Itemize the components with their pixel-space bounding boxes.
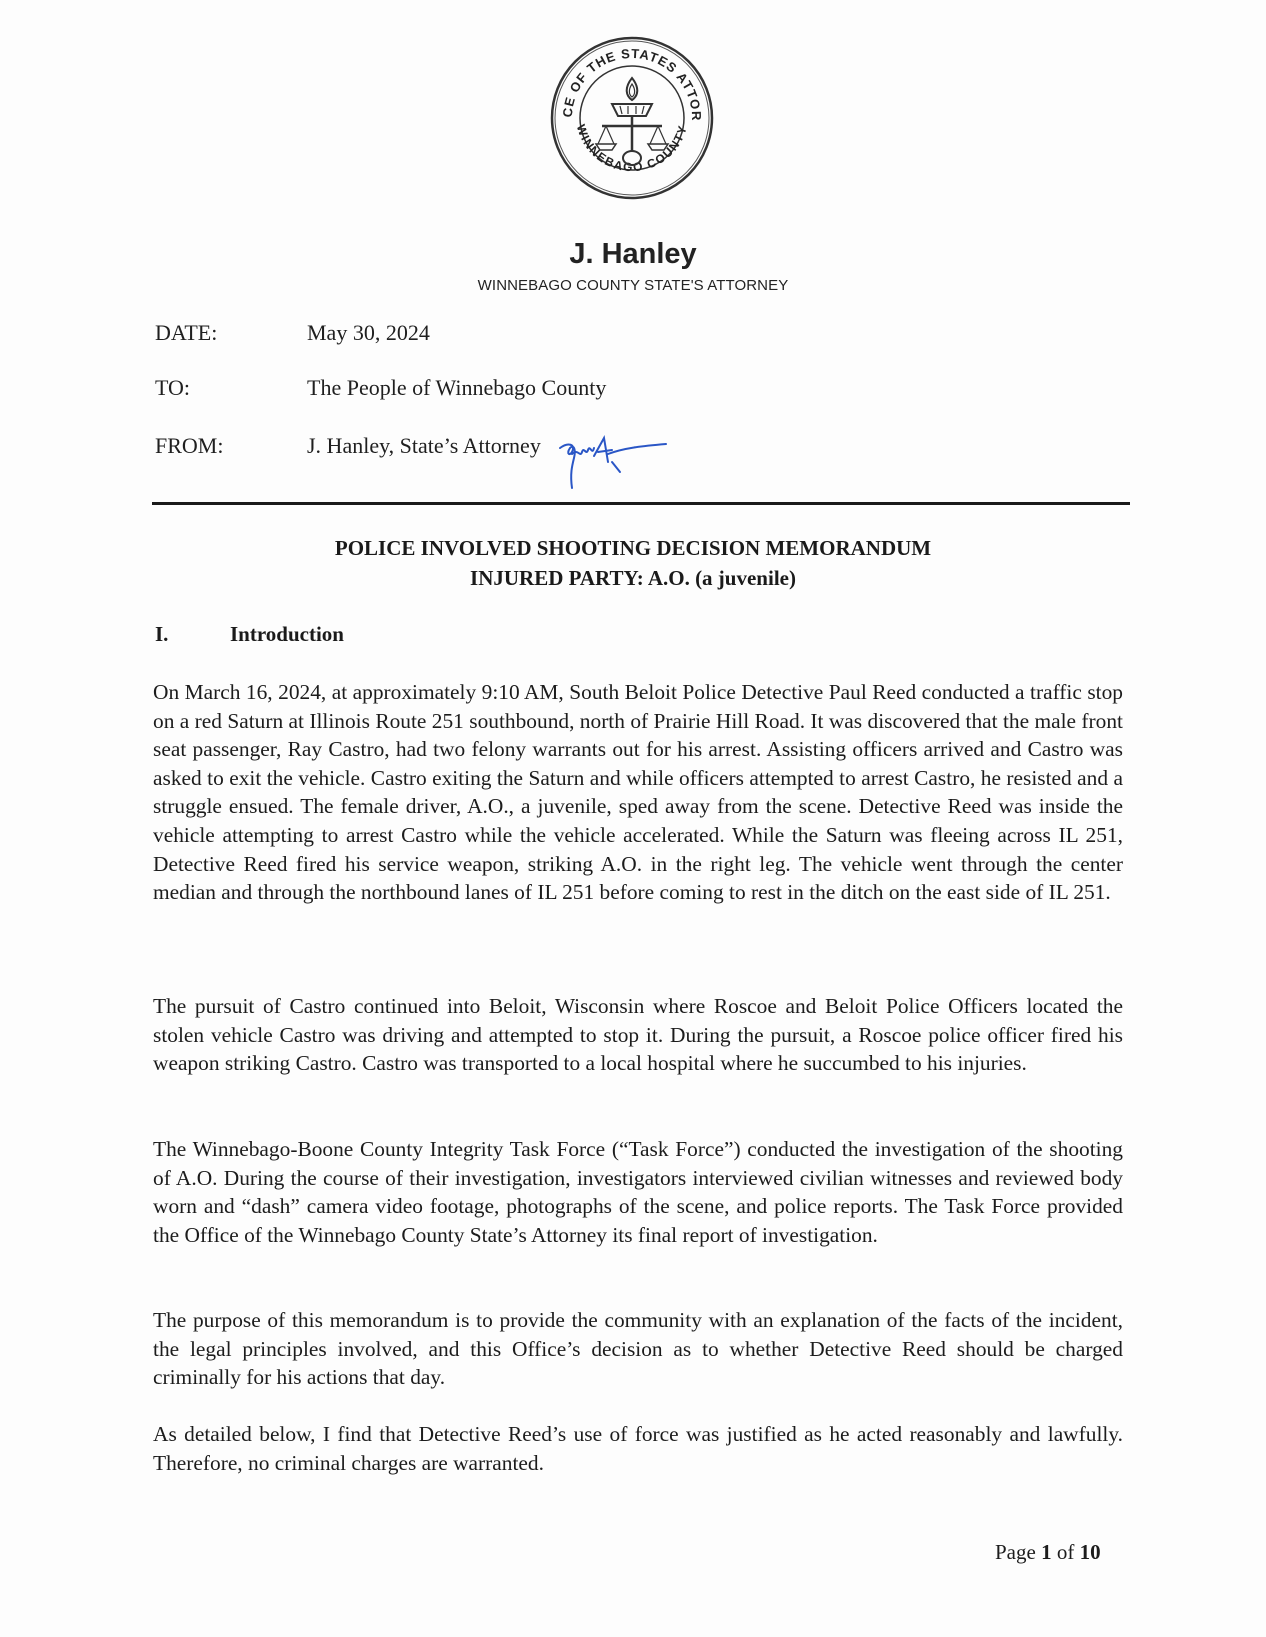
page-word: Page <box>995 1540 1036 1564</box>
page-of: of <box>1056 1540 1075 1564</box>
header-office: WINNEBAGO COUNTY STATE'S ATTORNEY <box>477 277 789 294</box>
paragraph: As detailed below, I find that Detective Reed’s use of force was justified as he acted reasonably and lawfully. Therefore, no criminal charges are warranted. <box>153 1422 1123 1475</box>
memo-to-label: TO: <box>155 375 191 400</box>
page-number <box>995 1540 1101 1565</box>
section-heading: Introduction <box>230 622 344 646</box>
paragraph: On March 16, 2024, at approximately 9:10 AM, South Beloit Police Detective Paul Reed conducted a traffic stop on a red Saturn at Illinois Route 251 southbound, north of Prairie Hill Road. It was discovered that the male front seat passenger, Ray Castro, had two felony warrants out for his arrest. Assisting officers arrived and Castro was asked to exit the vehicle. Castro exiting the Saturn and while officers attempted to arrest Castro, he resisted and a struggle ensued. The female driver, A.O., a juvenile, sped away from the scene. Detective Reed was inside the vehicle attempting to arrest Castro while the vehicle accelerated. While the Saturn was fleeing across IL 251, Detective Reed fired his service weapon, striking A.O. in the right leg. The vehicle went through the center median and through the northbound lanes of IL 251 before coming to rest in the ditch on the east side of IL 251. <box>153 680 1123 905</box>
svg-text:OFFICE OF THE STATES ATTORNEY: CE OF THE STATES ATTOR <box>559 45 705 122</box>
svg-text:WINNEBAGO COUNTY: WINNEBAGO COUNTY <box>573 122 691 175</box>
county-seal-icon <box>548 34 716 202</box>
header-name: J. Hanley <box>569 238 697 270</box>
page-current: 1 <box>1041 1540 1052 1564</box>
paragraph: The pursuit of Castro continued into Beloit, Wisconsin where Roscoe and Beloit Police Officers located the stolen vehicle Castro was driving and attempted to stop it. During the pursuit, a Roscoe police officer fired his weapon striking Castro. Castro was transported to a local hospital where he succumbed to his injuries. <box>153 994 1123 1076</box>
memo-from-label: FROM: <box>155 433 224 458</box>
memo-title-line1: POLICE INVOLVED SHOOTING DECISION MEMORANDUM <box>334 536 932 560</box>
paragraph: The Winnebago-Boone County Integrity Task Force (“Task Force”) conducted the investigation of the shooting of A.O. During the course of their investigation, investigators interviewed civilian witnesses and reviewed body worn and “dash” camera video footage, photographs of the scene, and police reports. The Task Force provided the Office of the Winnebago County State’s Attorney its final report of investigation. <box>153 1137 1123 1247</box>
memo-to-value: The People of Winnebago County <box>307 375 607 400</box>
paragraph: The purpose of this memorandum is to provide the community with an explanation of the facts of the incident, the legal principles involved, and this Office’s decision as to whether Detective Reed should be charged criminally for his actions that day. <box>153 1308 1123 1390</box>
memo-date-label: DATE: <box>155 320 218 345</box>
page-total: 10 <box>1079 1540 1101 1564</box>
memo-title-line2: INJURED PARTY: A.O. (a juvenile) <box>470 566 796 590</box>
signature-icon <box>558 434 670 492</box>
memo-date-value: May 30, 2024 <box>307 320 430 345</box>
section-number: I. <box>155 622 169 646</box>
header-divider <box>152 502 1130 505</box>
memo-from-value: J. Hanley, State’s Attorney <box>307 433 541 458</box>
